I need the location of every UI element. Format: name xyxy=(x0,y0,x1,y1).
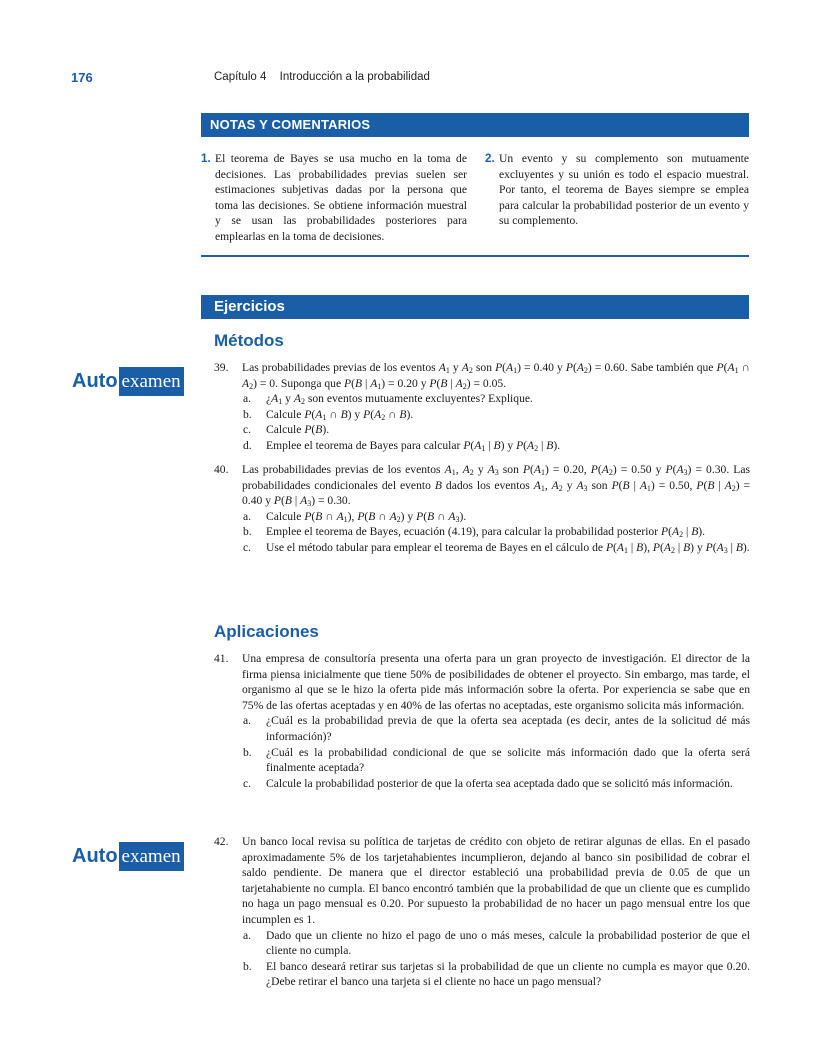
badge-examen-text: examen xyxy=(119,842,184,871)
note-2-number: 2. xyxy=(485,152,495,165)
chapter-title: Introducción a la probabilidad xyxy=(279,71,430,83)
badge-examen-text: examen xyxy=(119,367,184,396)
exercise-number: 39. xyxy=(214,361,229,374)
note-2 xyxy=(485,151,749,229)
note-1-number: 1. xyxy=(201,152,211,165)
exercise-39 xyxy=(214,360,750,454)
exercise-40-part-c: c. Use el método tabular para emplear el teorema de Bayes en el cálculo de $P(A_1$ | B), $P(A_2$ | B) y $P(A_3$ | B). xyxy=(243,540,750,555)
note-1 xyxy=(201,151,467,245)
exercise-41-part-b: b. ¿Cuál es la probabilidad condicional de que se solicite más información dado que la oferta será finalmente aceptada? xyxy=(243,745,750,775)
exercise-41-stem: Una empresa de consultoría presenta una oferta para un gran proyecto de investigación. El director de la firma piensa inicialmente que tiene 50% de posibilidades de obtener el proyecto. Sin embargo, mas tarde, el organismo al que se le hizo la oferta pide más información sobre la oferta. Por experiencia se sabe que en 75% de las ofertas aceptadas y en 40% de las ofertas no aceptadas, este organismo solicita más información. xyxy=(242,652,750,712)
exercise-42-stem: Un banco local revisa su política de tarjetas de crédito con objeto de retirar algunas de ellas. En el pasado aproximadamente 5% de los tarjetahabientes incumplieron, dejando al banco sin posibilidad de cobrar el saldo pendiente. De manera que el director estableció una probabilidad previa de 0.05 de que un tarjetahabiente no cumpla. El banco encontró también que la probabilidad de que un cliente que es cumplido no haga un pago mensual es 0.20. Por supuesto la probabilidad de no hacer un pago mensual entre los que incumplen es 1. xyxy=(242,835,750,926)
autoexamen-badge xyxy=(72,367,184,396)
chapter-label: Capítulo 4 xyxy=(214,71,267,83)
exercise-41-part-a: a. ¿Cuál es la probabilidad previa de que la oferta sea aceptada (es decir, antes de la solicitud dé más información)? xyxy=(243,714,750,743)
exercise-number: 41. xyxy=(214,652,229,665)
exercise-40-part-a: a. Calcule P(B ∩ $A_1$), P(B ∩ $A_2$) y P(B ∩ $A_3$). xyxy=(243,509,467,524)
notes-bottom-rule xyxy=(201,255,749,257)
exercise-41 xyxy=(214,651,750,791)
exercise-39-part-b: b. Calcule $P(A_1$ ∩ B) y $P(A_2$ ∩ B). xyxy=(243,407,414,422)
exercise-42 xyxy=(214,834,750,990)
exercise-39-part-a: a. ¿$A_1$ y $A_2$ son eventos mutuamente excluyentes? Explique. xyxy=(243,392,533,407)
methods-heading: Métodos xyxy=(214,331,284,350)
exercise-number: 42. xyxy=(214,835,229,848)
badge-auto-text: Auto xyxy=(72,370,118,392)
exercise-40 xyxy=(214,462,750,556)
exercise-40-part-b: b. Emplee el teorema de Bayes, ecuación (4.19), para calcular la probabilidad posterior $P(A_2$ | B). xyxy=(243,525,706,540)
note-2-text: Un evento y su complemento son mutuamente excluyentes y su unión es todo el espacio muestral. Por tanto, el teorema de Bayes siempre se emplea para calcular la probabilidad posterior de un evento y su complemento. xyxy=(499,152,749,228)
exercise-40-stem: Las probabilidades previas de los eventos $A_1$, $A_2$ y $A_3$ son $P(A_1) = 0.20$, $P(A_2) = 0.50$ y $P(A_3) = 0.30$. Las probabilidades condicionales del evento B dados los eventos $A_1$, $A_2$ y $A_3$ son P(B | $A_1) = 0.50$, P(B | $A_2) = 0.40$ y P(B | $A_3) = 0.30$. xyxy=(242,463,751,509)
badge-auto-text: Auto xyxy=(72,845,118,867)
exercise-number: 40. xyxy=(214,463,229,476)
autoexamen-badge xyxy=(72,842,184,871)
notes-title-bar: NOTAS Y COMENTARIOS xyxy=(201,113,749,137)
exercise-39-stem: Las probabilidades previas de los eventos $A_1$ y $A_2$ son $P(A_1) = 0.40$ y $P(A_2) = 0.60$. Sabe también que $P(A_1$ ∩ $A_2) = 0$. Suponga que P(B | $A_1) = 0.20$ y P(B | $A_2) = 0.05$. xyxy=(242,361,750,391)
applications-heading: Aplicaciones xyxy=(214,622,319,641)
exercise-39-part-d: d. Emplee el teorema de Bayes para calcular $P(A_1$ | B) y $P(A_2$ | B). xyxy=(243,438,561,453)
exercise-41-part-c: c. Calcule la probabilidad posterior de que la oferta sea aceptada dado que se solicitó más información. xyxy=(243,776,733,790)
page-number: 176 xyxy=(71,70,93,85)
exercise-39-part-c: c. Calcule P(B). xyxy=(243,423,330,437)
exercises-title-bar: Ejercicios xyxy=(201,295,749,319)
exercise-42-part-b: b. El banco deseará retirar sus tarjetas si la probabilidad de que un cliente no cumpla es mayor que 0.20. ¿Debe retirar el banco una tarjeta si el cliente no hace un pago mensual? xyxy=(243,959,750,989)
running-head xyxy=(214,71,430,83)
note-1-text: El teorema de Bayes se usa mucho en la toma de decisiones. Las probabilidades previas suelen ser estimaciones subjetivas dadas por la persona que toma las decisiones. Se obtiene información muestral y se usan las probabilidades posteriores para emplearlas en la toma de decisiones. xyxy=(215,152,467,243)
exercise-42-part-a: a. Dado que un cliente no hizo el pago de uno o más meses, calcule la probabilidad posterior de que el cliente no cumpla. xyxy=(243,928,750,958)
